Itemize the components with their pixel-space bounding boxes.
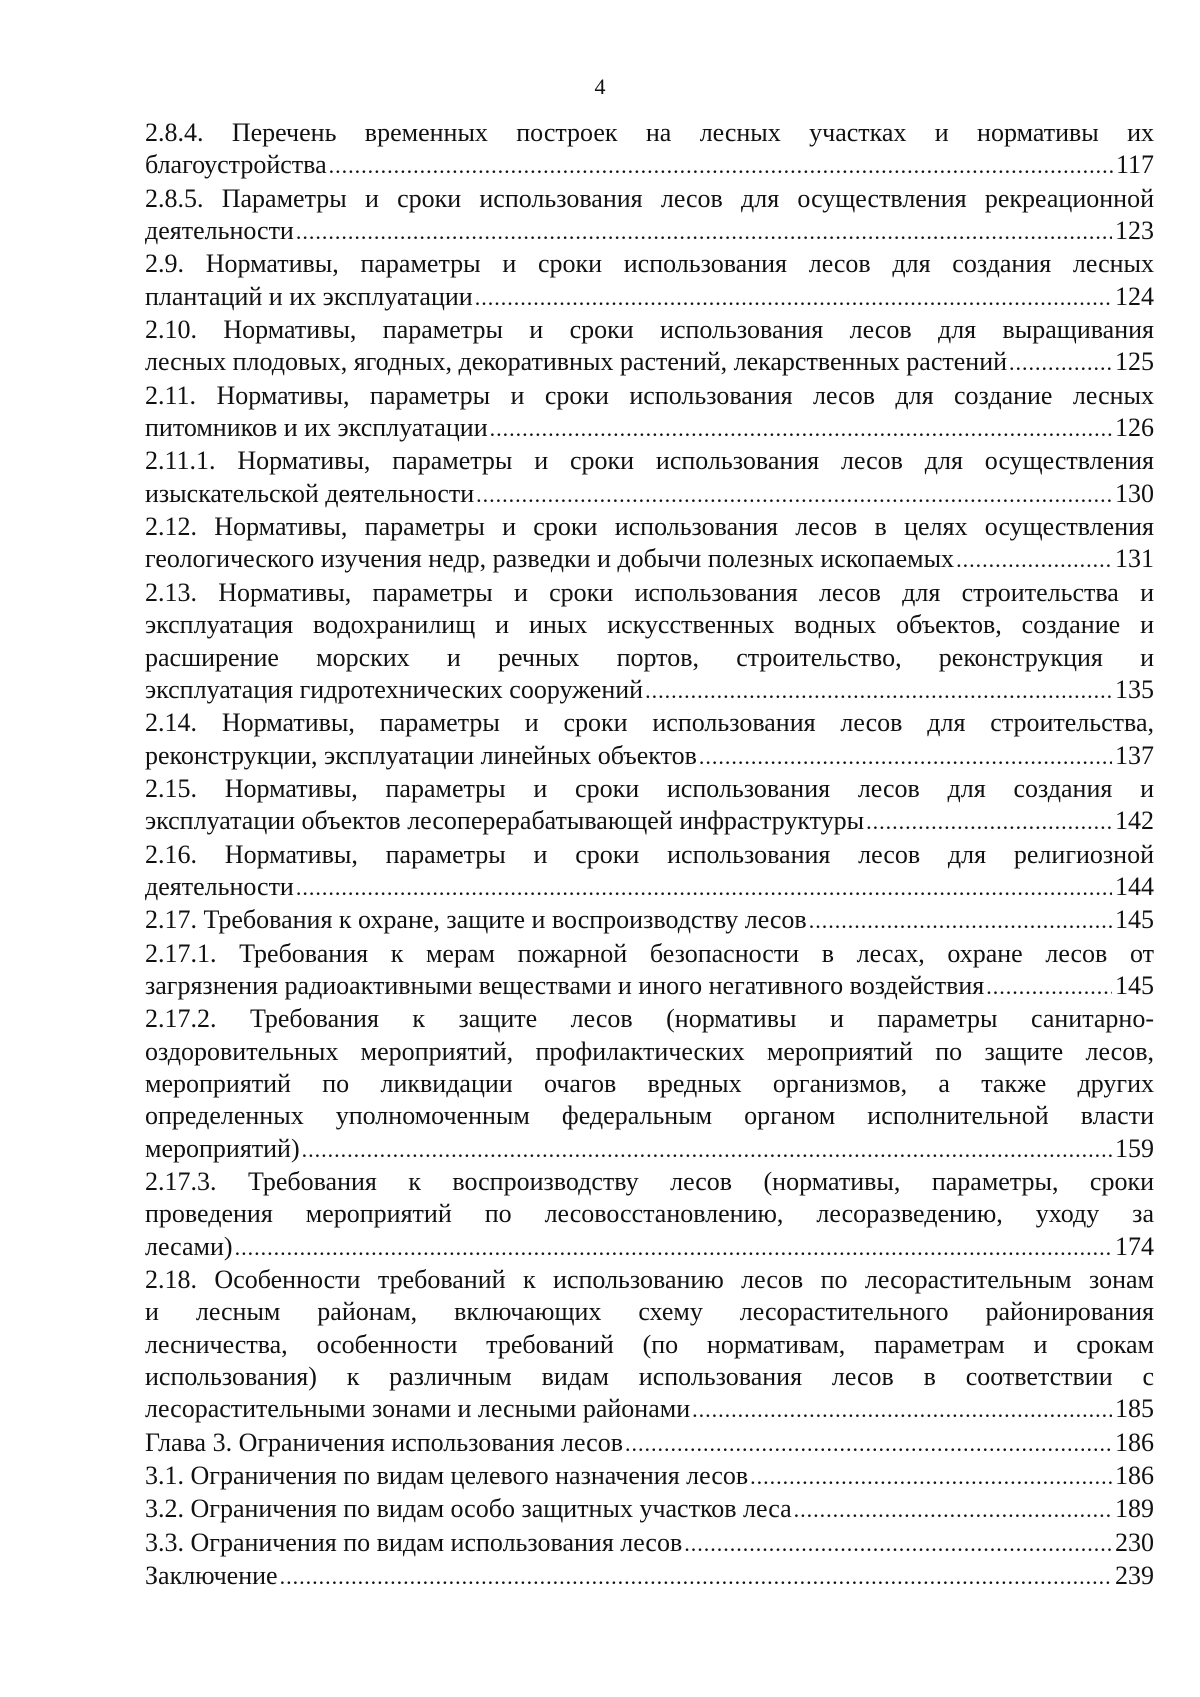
toc-entry-page: 186	[1115, 1461, 1154, 1491]
toc-entry-title: лесорастительными зонами и лесными районами	[145, 1394, 691, 1424]
toc-entry-title: плантаций и их эксплуатации	[145, 281, 473, 311]
toc-entry-page: 124	[1115, 281, 1154, 311]
toc-entry-title: лесных плодовых, ягодных, декоративных растений, лекарственных растений	[145, 347, 1008, 377]
toc-entry-last-line	[145, 1231, 1154, 1264]
toc-entry-last-line	[145, 871, 1154, 904]
dot-leader	[794, 1494, 1112, 1526]
toc-entry-line: 2.13. Нормативы, параметры и сроки использования лесов для строительства и	[145, 577, 1154, 607]
toc-entry-page: 117	[1115, 150, 1154, 180]
dot-leader	[475, 282, 1112, 314]
toc-entry-line: определенных уполномоченным федеральным органом исполнительной власти	[145, 1101, 1154, 1131]
toc-entry-last-line	[145, 1493, 1154, 1526]
toc-entry-title: изыскательской деятельности	[145, 478, 475, 508]
toc-entry-title: питомников и их эксплуатации	[145, 413, 488, 443]
toc-entry[interactable]	[145, 445, 1154, 511]
toc-entry-page: 145	[1115, 905, 1154, 935]
page-number: 4	[594, 74, 606, 99]
dot-leader	[866, 806, 1112, 838]
dot-leader	[645, 675, 1112, 707]
toc-entry-last-line	[145, 674, 1154, 707]
toc-entry-line: 2.11. Нормативы, параметры и сроки использования лесов для создание лесных	[145, 380, 1154, 410]
toc-entry-title: 2.17. Требования к охране, защите и воспроизводству лесов	[145, 905, 807, 935]
toc-entry-last-line	[145, 1527, 1154, 1560]
dot-leader	[699, 741, 1112, 773]
toc-entry-last-line	[145, 478, 1154, 511]
toc-entry-line: 2.8.5. Параметры и сроки использования лесов для осуществления рекреационной	[145, 183, 1154, 213]
toc-entry-title: благоустройства	[145, 150, 327, 180]
toc-entry-line: 2.8.4. Перечень временных построек на лесных участках и нормативы их	[145, 118, 1154, 147]
toc-entry[interactable]	[145, 577, 1154, 707]
toc-entry-page: 230	[1115, 1527, 1154, 1557]
toc-entry[interactable]	[145, 314, 1154, 380]
toc-entry-line: эксплуатация водохранилищ и иных искусственных водных объектов, создание и	[145, 610, 1154, 640]
toc-entry-line: и лесным районам, включающих схему лесорастительного районирования	[145, 1297, 1154, 1327]
table-of-contents	[145, 117, 1154, 1593]
dot-leader	[490, 413, 1112, 445]
toc-entry[interactable]	[145, 1427, 1154, 1460]
toc-entry-line: проведения мероприятий по лесовосстановлению, лесоразведению, уходу за	[145, 1199, 1154, 1229]
toc-entry[interactable]	[145, 117, 1154, 183]
toc-entry-page: 137	[1115, 740, 1154, 770]
toc-entry-last-line	[145, 740, 1154, 773]
toc-entry-line: расширение морских и речных портов, строительство, реконструкция и	[145, 642, 1154, 672]
dot-leader	[986, 971, 1112, 1003]
toc-entry-last-line	[145, 1133, 1154, 1166]
toc-entry[interactable]	[145, 938, 1154, 1004]
toc-entry[interactable]	[145, 183, 1154, 249]
toc-entry-title: эксплуатации объектов лесоперерабатывающей инфраструктуры	[145, 806, 865, 836]
toc-entry-title: деятельности	[145, 216, 294, 246]
toc-entry[interactable]	[145, 1460, 1154, 1493]
dot-leader	[302, 1134, 1112, 1166]
dot-leader	[476, 479, 1112, 511]
toc-entry-last-line	[145, 1460, 1154, 1493]
toc-entry-last-line	[145, 346, 1154, 379]
toc-entry-title: деятельности	[145, 871, 294, 901]
toc-entry-last-line	[145, 970, 1154, 1003]
toc-entry-last-line	[145, 1393, 1154, 1426]
toc-entry-title: Глава 3. Ограничения использования лесов	[145, 1427, 623, 1457]
toc-entry-page: 189	[1115, 1494, 1154, 1524]
toc-entry-line: лесничества, особенности требований (по нормативам, параметрам и срокам	[145, 1329, 1154, 1359]
toc-entry-line: 2.18. Особенности требований к использованию лесов по лесорастительным зонам	[145, 1265, 1154, 1295]
dot-leader	[750, 1461, 1112, 1493]
toc-entry-last-line	[145, 149, 1154, 182]
dot-leader	[956, 544, 1112, 576]
toc-entry-page: 185	[1115, 1394, 1154, 1424]
dot-leader	[625, 1428, 1112, 1460]
toc-entry-line: мероприятий по ликвидации очагов вредных организмов, а также других	[145, 1068, 1154, 1098]
toc-entry-page: 125	[1115, 347, 1154, 377]
toc-entry[interactable]	[145, 248, 1154, 314]
toc-entry-page: 142	[1115, 806, 1154, 836]
toc-entry-last-line	[145, 904, 1154, 937]
toc-entry-last-line	[145, 1560, 1154, 1593]
toc-entry-title: лесами)	[145, 1231, 233, 1261]
toc-entry[interactable]	[145, 380, 1154, 446]
toc-entry-title: загрязнения радиоактивными веществами и иного негативного воздействия	[145, 970, 985, 1000]
toc-entry-line: 2.14. Нормативы, параметры и сроки использования лесов для строительства,	[145, 708, 1154, 738]
dot-leader	[296, 216, 1112, 248]
toc-entry-line: 2.17.1. Требования к мерам пожарной безопасности в лесах, охране лесов от	[145, 938, 1154, 968]
toc-entry-last-line	[145, 1427, 1154, 1460]
toc-entry-page: 174	[1115, 1231, 1154, 1261]
toc-entry-line: 2.16. Нормативы, параметры и сроки использования лесов для религиозной	[145, 839, 1154, 869]
toc-entry-page: 239	[1115, 1561, 1154, 1591]
toc-entry-line: 2.15. Нормативы, параметры и сроки использования лесов для создания и	[145, 773, 1154, 803]
toc-entry[interactable]	[145, 1003, 1154, 1166]
toc-entry-page: 123	[1115, 216, 1154, 246]
toc-entry-title: эксплуатация гидротехнических сооружений	[145, 674, 644, 704]
dot-leader	[1009, 347, 1112, 379]
toc-entry-line: 2.17.2. Требования к защите лесов (нормативы и параметры санитарно-	[145, 1004, 1154, 1034]
toc-entry-page: 131	[1115, 544, 1154, 574]
dot-leader	[296, 872, 1112, 904]
toc-entry[interactable]	[145, 839, 1154, 905]
dot-leader	[809, 905, 1112, 937]
toc-entry[interactable]	[145, 707, 1154, 773]
toc-entry-page: 159	[1115, 1133, 1154, 1163]
toc-entry-title: реконструкции, эксплуатации линейных объектов	[145, 740, 697, 770]
toc-entry[interactable]	[145, 904, 1154, 937]
toc-entry-line: 2.10. Нормативы, параметры и сроки использования лесов для выращивания	[145, 315, 1154, 345]
toc-entry[interactable]	[145, 1560, 1154, 1593]
toc-entry-line: 2.12. Нормативы, параметры и сроки использования лесов в целях осуществления	[145, 512, 1154, 542]
toc-entry-title: 3.2. Ограничения по видам особо защитных участков леса	[145, 1494, 792, 1524]
toc-entry[interactable]	[145, 773, 1154, 839]
toc-entry-title: мероприятий)	[145, 1133, 300, 1163]
toc-entry-page: 135	[1115, 674, 1154, 704]
toc-entry-line: использования) к различным видам использования лесов в соответствии с	[145, 1362, 1154, 1392]
toc-entry-last-line	[145, 281, 1154, 314]
toc-entry-page: 186	[1115, 1427, 1154, 1457]
toc-entry[interactable]	[145, 1527, 1154, 1560]
toc-entry[interactable]	[145, 1493, 1154, 1526]
toc-entry-last-line	[145, 805, 1154, 838]
toc-entry[interactable]	[145, 1264, 1154, 1427]
toc-entry[interactable]	[145, 511, 1154, 577]
toc-entry-title: 3.1. Ограничения по видам целевого назначения лесов	[145, 1461, 749, 1491]
dot-leader	[235, 1232, 1112, 1264]
toc-entry[interactable]	[145, 1166, 1154, 1264]
toc-entry-title: 3.3. Ограничения по видам использования лесов	[145, 1527, 683, 1557]
toc-entry-line: 2.9. Нормативы, параметры и сроки использования лесов для создания лесных	[145, 249, 1154, 279]
dot-leader	[692, 1394, 1112, 1426]
toc-entry-line: оздоровительных мероприятий, профилактических мероприятий по защите лесов,	[145, 1036, 1154, 1066]
dot-leader	[684, 1528, 1112, 1560]
toc-entry-line: 2.11.1. Нормативы, параметры и сроки использования лесов для осуществления	[145, 446, 1154, 476]
toc-entry-last-line	[145, 412, 1154, 445]
toc-entry-title: Заключение	[145, 1561, 278, 1591]
dot-leader	[329, 150, 1113, 182]
toc-entry-page: 144	[1115, 871, 1154, 901]
toc-entry-line: 2.17.3. Требования к воспроизводству лесов (нормативы, параметры, сроки	[145, 1167, 1154, 1196]
toc-entry-page: 130	[1115, 478, 1154, 508]
toc-entry-page: 126	[1115, 413, 1154, 443]
toc-entry-page: 145	[1115, 970, 1154, 1000]
dot-leader	[280, 1561, 1112, 1593]
toc-entry-last-line	[145, 215, 1154, 248]
toc-entry-last-line	[145, 543, 1154, 576]
toc-entry-title: геологического изучения недр, разведки и добычи полезных ископаемых	[145, 544, 955, 574]
